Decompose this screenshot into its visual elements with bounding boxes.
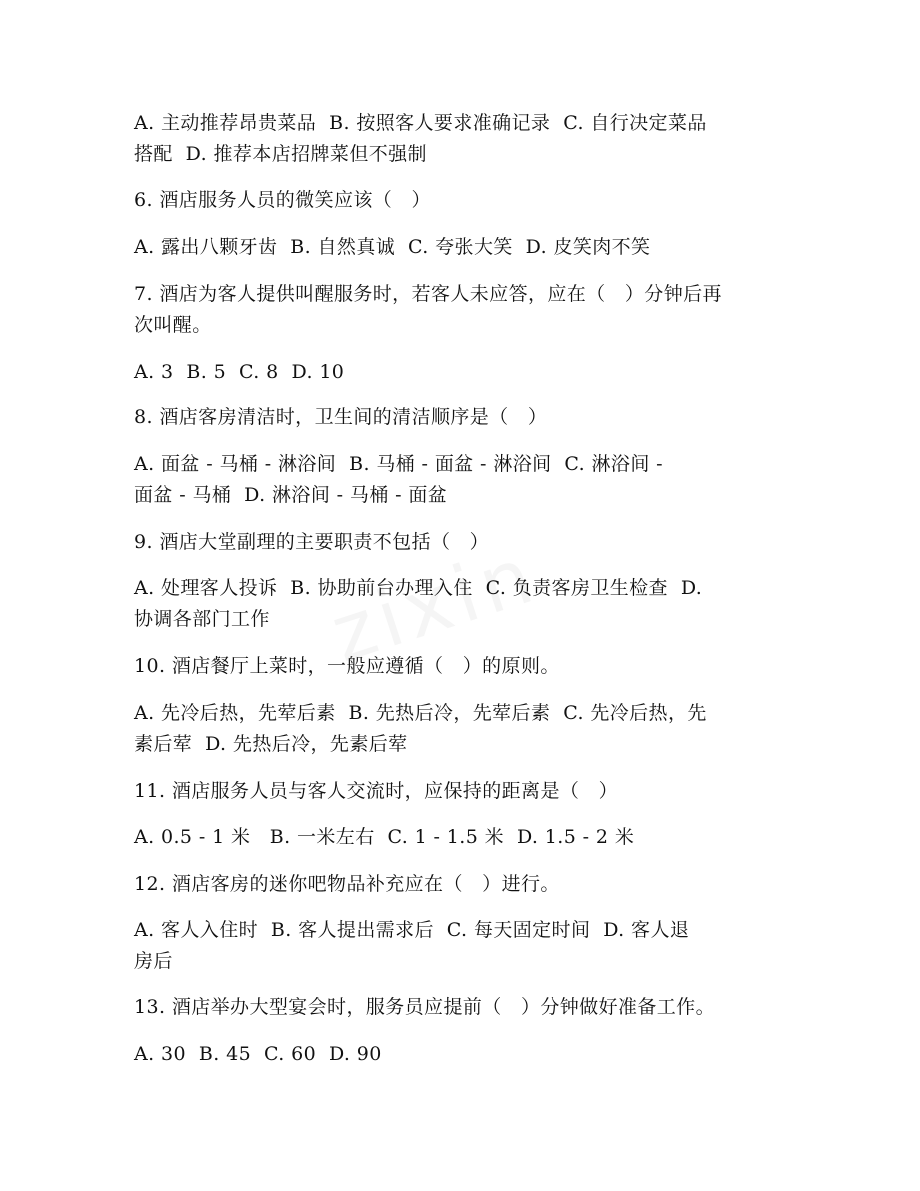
question-10-options-line-2: 素后荤 D. 先热后冷，先素后荤 (134, 733, 408, 755)
question-13-stem: 13. 酒店举办大型宴会时，服务员应提前（ ）分钟做好准备工作。 (134, 996, 715, 1018)
question-9-options-line-1: A. 处理客人投诉 B. 协助前台办理入住 C. 负责客房卫生检查 D. (134, 577, 703, 599)
question-11-options: A. 0.5 - 1 米 B. 一米左右 C. 1 - 1.5 米 D. 1.5 - 2 米 (134, 826, 635, 848)
question-10-options-line-1: A. 先冷后热，先荤后素 B. 先热后冷，先荤后素 C. 先冷后热，先 (134, 702, 707, 724)
question-8-options-line-2: 面盆 - 马桶 D. 淋浴间 - 马桶 - 面盆 (134, 484, 448, 506)
question-5-options-line-1: A. 主动推荐昂贵菜品 B. 按照客人要求准确记录 C. 自行决定菜品 (134, 112, 707, 134)
question-10-stem: 10. 酒店餐厅上菜时，一般应遵循（ ）的原则。 (134, 655, 560, 677)
question-6-options: A. 露出八颗牙齿 B. 自然真诚 C. 夸张大笑 D. 皮笑肉不笑 (134, 236, 651, 258)
question-12-options-line-2: 房后 (134, 950, 173, 972)
question-7-stem-line-1: 7. 酒店为客人提供叫醒服务时，若客人未应答，应在（ ）分钟后再 (134, 283, 722, 305)
question-7-options: A. 3 B. 5 C. 8 D. 10 (134, 361, 345, 383)
question-11-stem: 11. 酒店服务人员与客人交流时，应保持的距离是（ ） (134, 780, 618, 802)
question-6-stem: 6. 酒店服务人员的微笑应该（ ） (134, 189, 431, 211)
question-12-options-line-1: A. 客人入住时 B. 客人提出需求后 C. 每天固定时间 D. 客人退 (134, 919, 690, 941)
question-12-stem: 12. 酒店客房的迷你吧物品补充应在（ ）进行。 (134, 873, 560, 895)
question-9-stem: 9. 酒店大堂副理的主要职责不包括（ ） (134, 531, 490, 553)
question-7-stem-line-2: 次叫醒。 (134, 314, 212, 336)
question-8-options-line-1: A. 面盆 - 马桶 - 淋浴间 B. 马桶 - 面盆 - 淋浴间 C. 淋浴间 - (134, 453, 663, 475)
question-5-options-line-2: 搭配 D. 推荐本店招牌菜但不强制 (134, 143, 427, 165)
question-8-stem: 8. 酒店客房清洁时，卫生间的清洁顺序是（ ） (134, 406, 548, 428)
question-13-options: A. 30 B. 45 C. 60 D. 90 (134, 1043, 382, 1065)
question-9-options-line-2: 协调各部门工作 (134, 608, 270, 630)
